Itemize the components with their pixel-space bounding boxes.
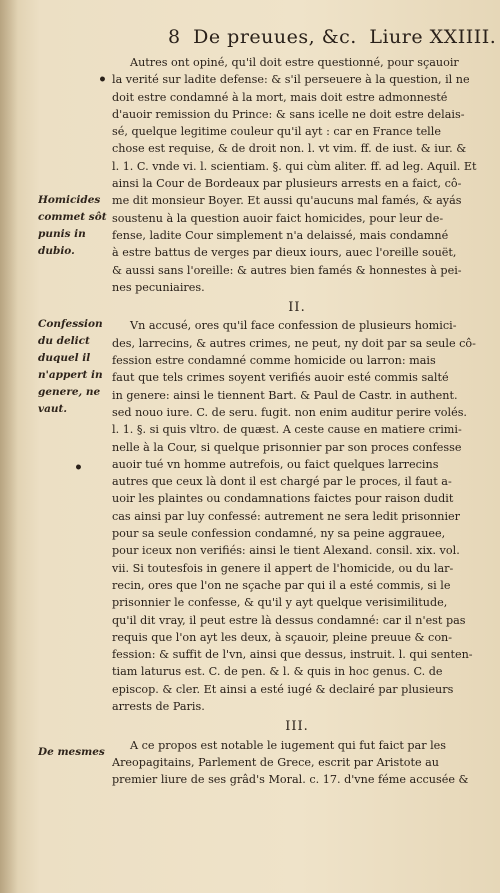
- running-title: De preuues, &c.: [193, 26, 357, 48]
- margin-bullet: •: [74, 460, 83, 476]
- section-heading-iii: III.: [285, 719, 309, 735]
- book-label: Liure XXIIII.: [369, 26, 497, 48]
- paragraph-1: Autres ont opiné, qu'il doit estre questionné, pour sçauoir la verité sur ladite defense: & s'il perseuere à la question, il ne doit estre condamné à la mort, mais doit estre admonnesté d'auoir remission du Prince: & sans icelle ne doit estre delais- sé, quelque legitime couleur qu'il ayt : car en France telle chose est requise, & de droit non. l. vt vim. ff. de iust. & iur. & l. 1. C. vnde vi. l. scientiam. §. qui cùm aliter. ff. ad leg. Aquil. Et ainsi la Cour de Bordeaux par plusieurs arrests en a faict, cô- me dit monsieur Boyer. Et aussi qu'aucuns mal famés, & ayás soustenu à la question auoir faict homicides, pour leur de- fense, ladite Cour simplement n'a delaissé, mais condamné à estre battus de verges par dieux iours, auec l'oreille souët, & aussi sans l'oreille: & autres bien famés & honnestes à pei- nes pecuniaires.: [112, 56, 477, 294]
- margin-note-de-mesmes: De mesmes: [38, 746, 105, 758]
- page-number: 8: [168, 26, 181, 48]
- gutter-shadow: [0, 0, 18, 893]
- section-heading-ii: II.: [288, 300, 306, 316]
- running-header: [168, 26, 500, 48]
- paragraph-2: Vn accusé, ores qu'il face confession de plusieurs homici- des, larrecins, & autres crimes, ne peut, ny doit par sa seule cô- fession estre condamné comme homicide ou larron: mais faut que tels crimes soyent verifiés auoir esté commis salté in genere: ainsi le tiennent Bart. & Paul de Castr. in authent. sed nouo iure. C. de seru. fugit. non enim auditur perire volés. l. 1. §. si quis vltro. de quæst. A ceste cause en matiere crimi- nelle à la Cour, si quelque prisonnier par son proces confesse auoir tué vn homme autrefois, ou faict quelques larrecins autres que ceux là dont il est chargé par le proces, il faut a- uoir les plaintes ou condamnations faictes pour raison dudit cas ainsi par luy confessé: autrement ne sera ledit prisonnier pour sa seule confession condamné, ny sa peine aggrauee, pour iceux non verifiés: ainsi le tient Alexand. consil. xix. vol. vii. Si toutesfois in genere il appert de l'homicide, ou du lar- recin, ores que l'on ne sçache par qui il a esté commis, si le prisonnier le confesse, & qu'il y ayt quelque verisimilitude, qu'il dit vray, il peut estre là dessus condamné: car il n'est pas requis que l'on ayt les deux, à sçauoir, pleine preuue & con- fession: & suffit de l'vn, ainsi que dessus, instruit. l. qui senten- tiam laturus est. C. de pen. & l. & quis in hoc genus. C. de episcop. & cler. Et ainsi a esté iugé & declairé par plusieurs arrests de Paris.: [112, 319, 476, 713]
- margin-note-confession: Confession du delict duquel il n'appert in genere, ne vaut.: [38, 318, 103, 415]
- margin-bullet: •: [98, 72, 107, 88]
- main-text: [112, 54, 482, 788]
- margin-note-homicides: Homicides commet sôt punis in dubio.: [38, 194, 107, 257]
- paragraph-3: A ce propos est notable le iugement qui fut faict par les Areopagitains, Parlement de Grece, escrit par Aristote au premier liure de ses grâd's Moral. c. 17. d'vne féme accusée &: [112, 738, 469, 787]
